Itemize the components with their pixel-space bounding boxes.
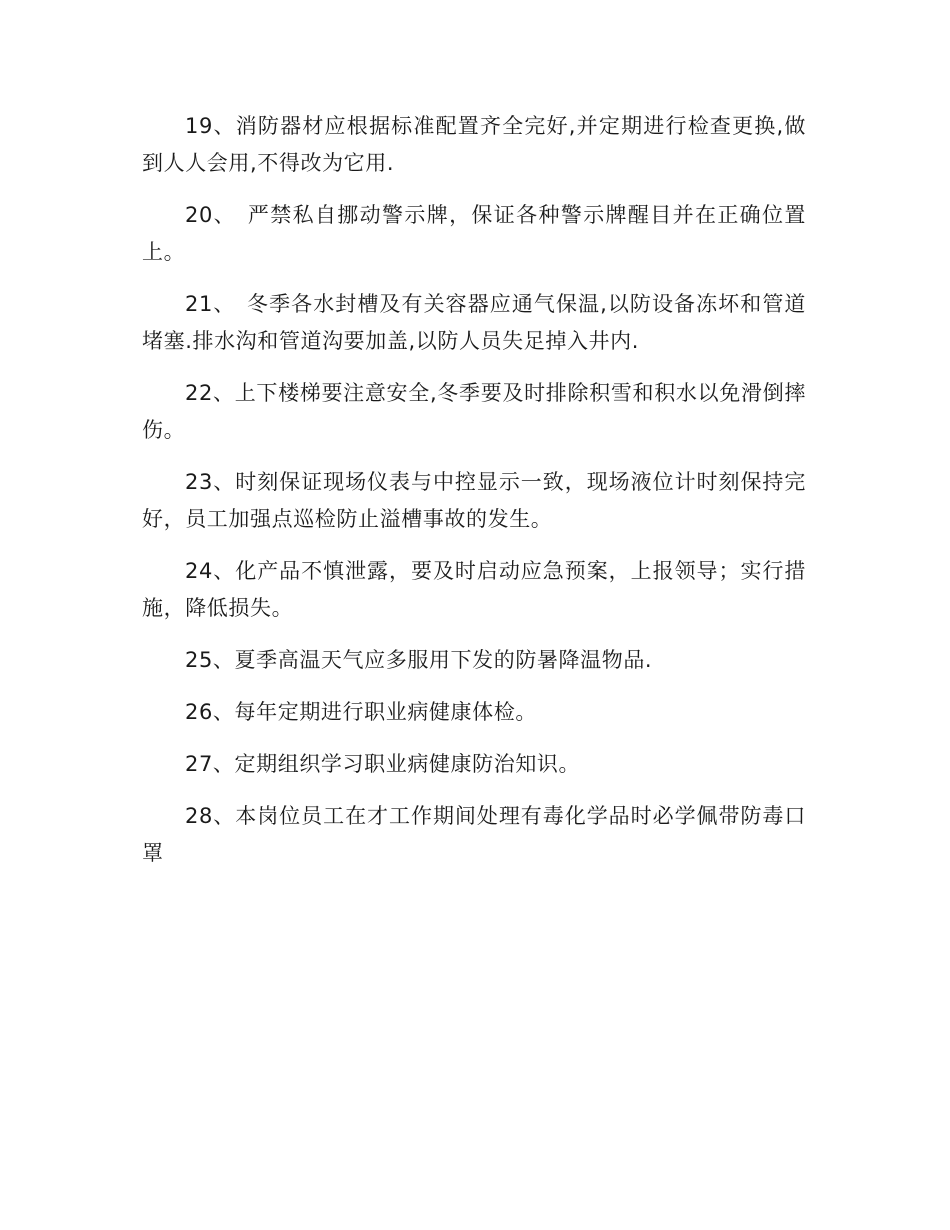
paragraph-item-20: 20、 严禁私自挪动警示牌，保证各种警示牌醒目并在正确位置上。 [142, 203, 806, 264]
paragraph-item-26: 26、每年定期进行职业病健康体检。 [185, 700, 537, 724]
paragraph-item-21: 21、 冬季各水封槽及有关容器应通气保温,以防设备冻坏和管道堵塞.排水沟和管道沟要加盖,以防人员失足掉入井内. [142, 292, 806, 353]
paragraph-item-23: 23、时刻保证现场仪表与中控显示一致，现场液位计时刻保持完好，员工加强点巡检防止溢槽事故的发生。 [142, 470, 806, 531]
paragraph-item-27: 27、定期组织学习职业病健康防治知识。 [185, 752, 581, 776]
paragraph-item-24: 24、化产品不慎泄露，要及时启动应急预案，上报领导；实行措施，降低损失。 [142, 559, 806, 620]
paragraph-item-28: 28、本岗位员工在才工作期间处理有毒化学品时必学佩带防毒口罩 [142, 804, 806, 865]
paragraph-item-25: 25、夏季高温天气应多服用下发的防暑降温物品. [185, 648, 653, 672]
paragraph-item-22: 22、上下楼梯要注意安全,冬季要及时排除积雪和积水以免滑倒摔伤。 [142, 381, 806, 442]
document-body [142, 108, 806, 887]
paragraph-item-19: 19、消防器材应根据标准配置齐全完好,并定期进行检查更换,做到人人会用,不得改为它用. [142, 114, 806, 175]
